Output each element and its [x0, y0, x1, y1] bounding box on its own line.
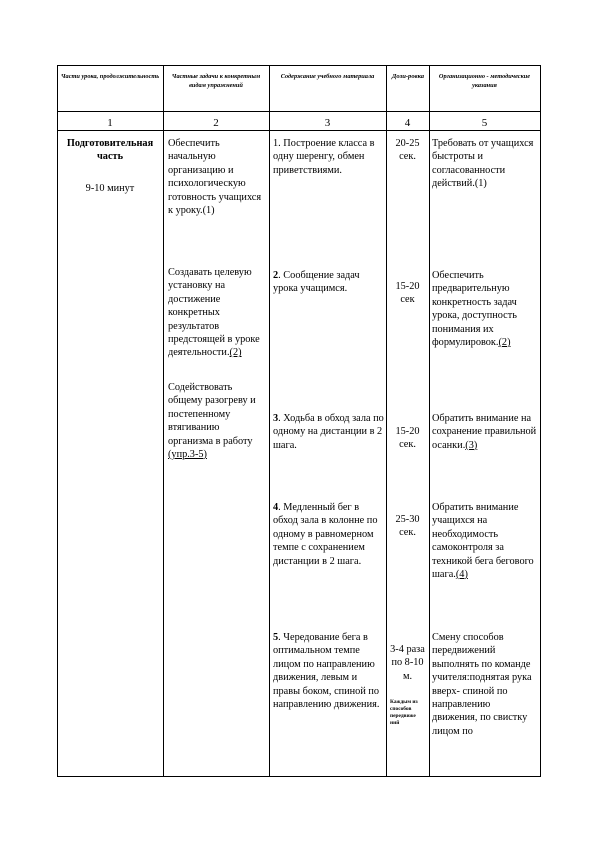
note-4-text: Обратить внимание учащихся на необходимость самоконтроля за техникой бега бегового шага.: [432, 502, 534, 580]
header-part: Части урока, продолжительность: [60, 73, 160, 80]
task-2-text: Создавать целевую установку на достижение конкретных результатов предстоящей в уроке деятельности.: [168, 267, 260, 359]
task-3-ref: (упр.3-5): [168, 448, 207, 460]
note-3: [432, 412, 538, 452]
content-item-4: [273, 501, 384, 568]
task-3: [168, 381, 266, 461]
header-content: Содержание учебного материала: [280, 73, 375, 80]
note-4: [432, 501, 538, 581]
content-item-5: [273, 631, 384, 711]
task-3-text: Содействовать общему разогреву и постепенному втягиванию организма в работу: [168, 382, 256, 447]
header-divider: [57, 111, 541, 112]
dosage-5: 3-4 раза по 8-10 м.: [390, 644, 425, 682]
content-item-2-number: 2: [273, 270, 279, 281]
content-item-3-number: 3: [273, 413, 279, 424]
column-number-3: 3: [324, 117, 331, 129]
column-number-2: 2: [213, 117, 219, 129]
dosage-2: 15-20 сек: [395, 281, 420, 306]
part-duration: 9-10 минут: [85, 183, 135, 194]
header-dosage: Дози-ровка: [391, 73, 425, 80]
content-item-5-text: . Чередование бега в оптимальном темпе лицом по направлению движения, левым и правы боком, спиной по направлению движения.: [273, 632, 380, 710]
lesson-plan-table: [57, 65, 541, 777]
content-item-4-text: . Медленный бег в обход зала в колонне по одному в равномерном темпе с сохранением дистанции в 2 шага.: [273, 502, 378, 567]
column-divider-3: [386, 65, 387, 777]
task-2: [168, 266, 266, 360]
task-1: Обеспечить начальную организацию и психологическую готовность учащихся к уроку.(1): [168, 138, 262, 216]
dosage-3: 15-20 сек.: [395, 426, 420, 451]
table-border-bottom: [57, 776, 541, 777]
dosage-5-note: Каждым из способов передвиже ний: [390, 699, 418, 727]
column-number-4: 4: [404, 117, 411, 129]
table-border-right: [540, 65, 541, 777]
content-item-5-number: 5: [273, 632, 279, 643]
note-3-ref: (3): [465, 439, 478, 451]
content-item-4-number: 4: [273, 502, 279, 513]
note-2-text: Обеспечить предварительную конкретность задач урока, доступность понимания их формулировок.: [432, 270, 517, 348]
content-item-3: [273, 412, 384, 452]
note-1: Требовать от учащихся быстроты и согласованности действий.(1): [432, 138, 534, 190]
column-number-5: 5: [481, 117, 488, 129]
note-3-text: Обратить внимание на сохранение правильной осанки.: [432, 413, 537, 451]
note-5: Смену способов передвижений выполнять по команде учителя:поднятая рука вверх- спиной по направлению движения, по свистку лицом по: [432, 632, 532, 737]
task-2-ref: (2): [229, 347, 242, 359]
column-divider-2: [269, 65, 270, 777]
note-2: [432, 269, 538, 349]
column-number-1: 1: [107, 117, 113, 129]
content-item-2: [273, 269, 384, 296]
column-divider-4: [429, 65, 430, 777]
table-border-left: [57, 65, 58, 777]
dosage-4: 25-30 сек.: [395, 514, 420, 539]
header-methods: Организационно - методические указания: [438, 73, 531, 89]
dosage-1: 20-25 сек.: [395, 138, 420, 163]
header-tasks: Частные задачи к конкретным видам упражнений: [171, 73, 261, 89]
note-4-ref: (4): [455, 568, 468, 580]
table-border-top: [57, 65, 541, 66]
content-item-2-text: . Сообщение задач урока учащимся.: [273, 270, 360, 295]
column-divider-1: [163, 65, 164, 777]
note-2-ref: (2): [498, 336, 511, 348]
part-title: Подготовительная часть: [66, 138, 154, 163]
content-item-1: 1. Построение класса в одну шеренгу, обмен приветствиями.: [273, 138, 375, 176]
content-item-3-text: . Ходьба в обход зала по одному на дистанции в 2 шага.: [273, 413, 384, 451]
number-row-divider: [57, 130, 541, 131]
